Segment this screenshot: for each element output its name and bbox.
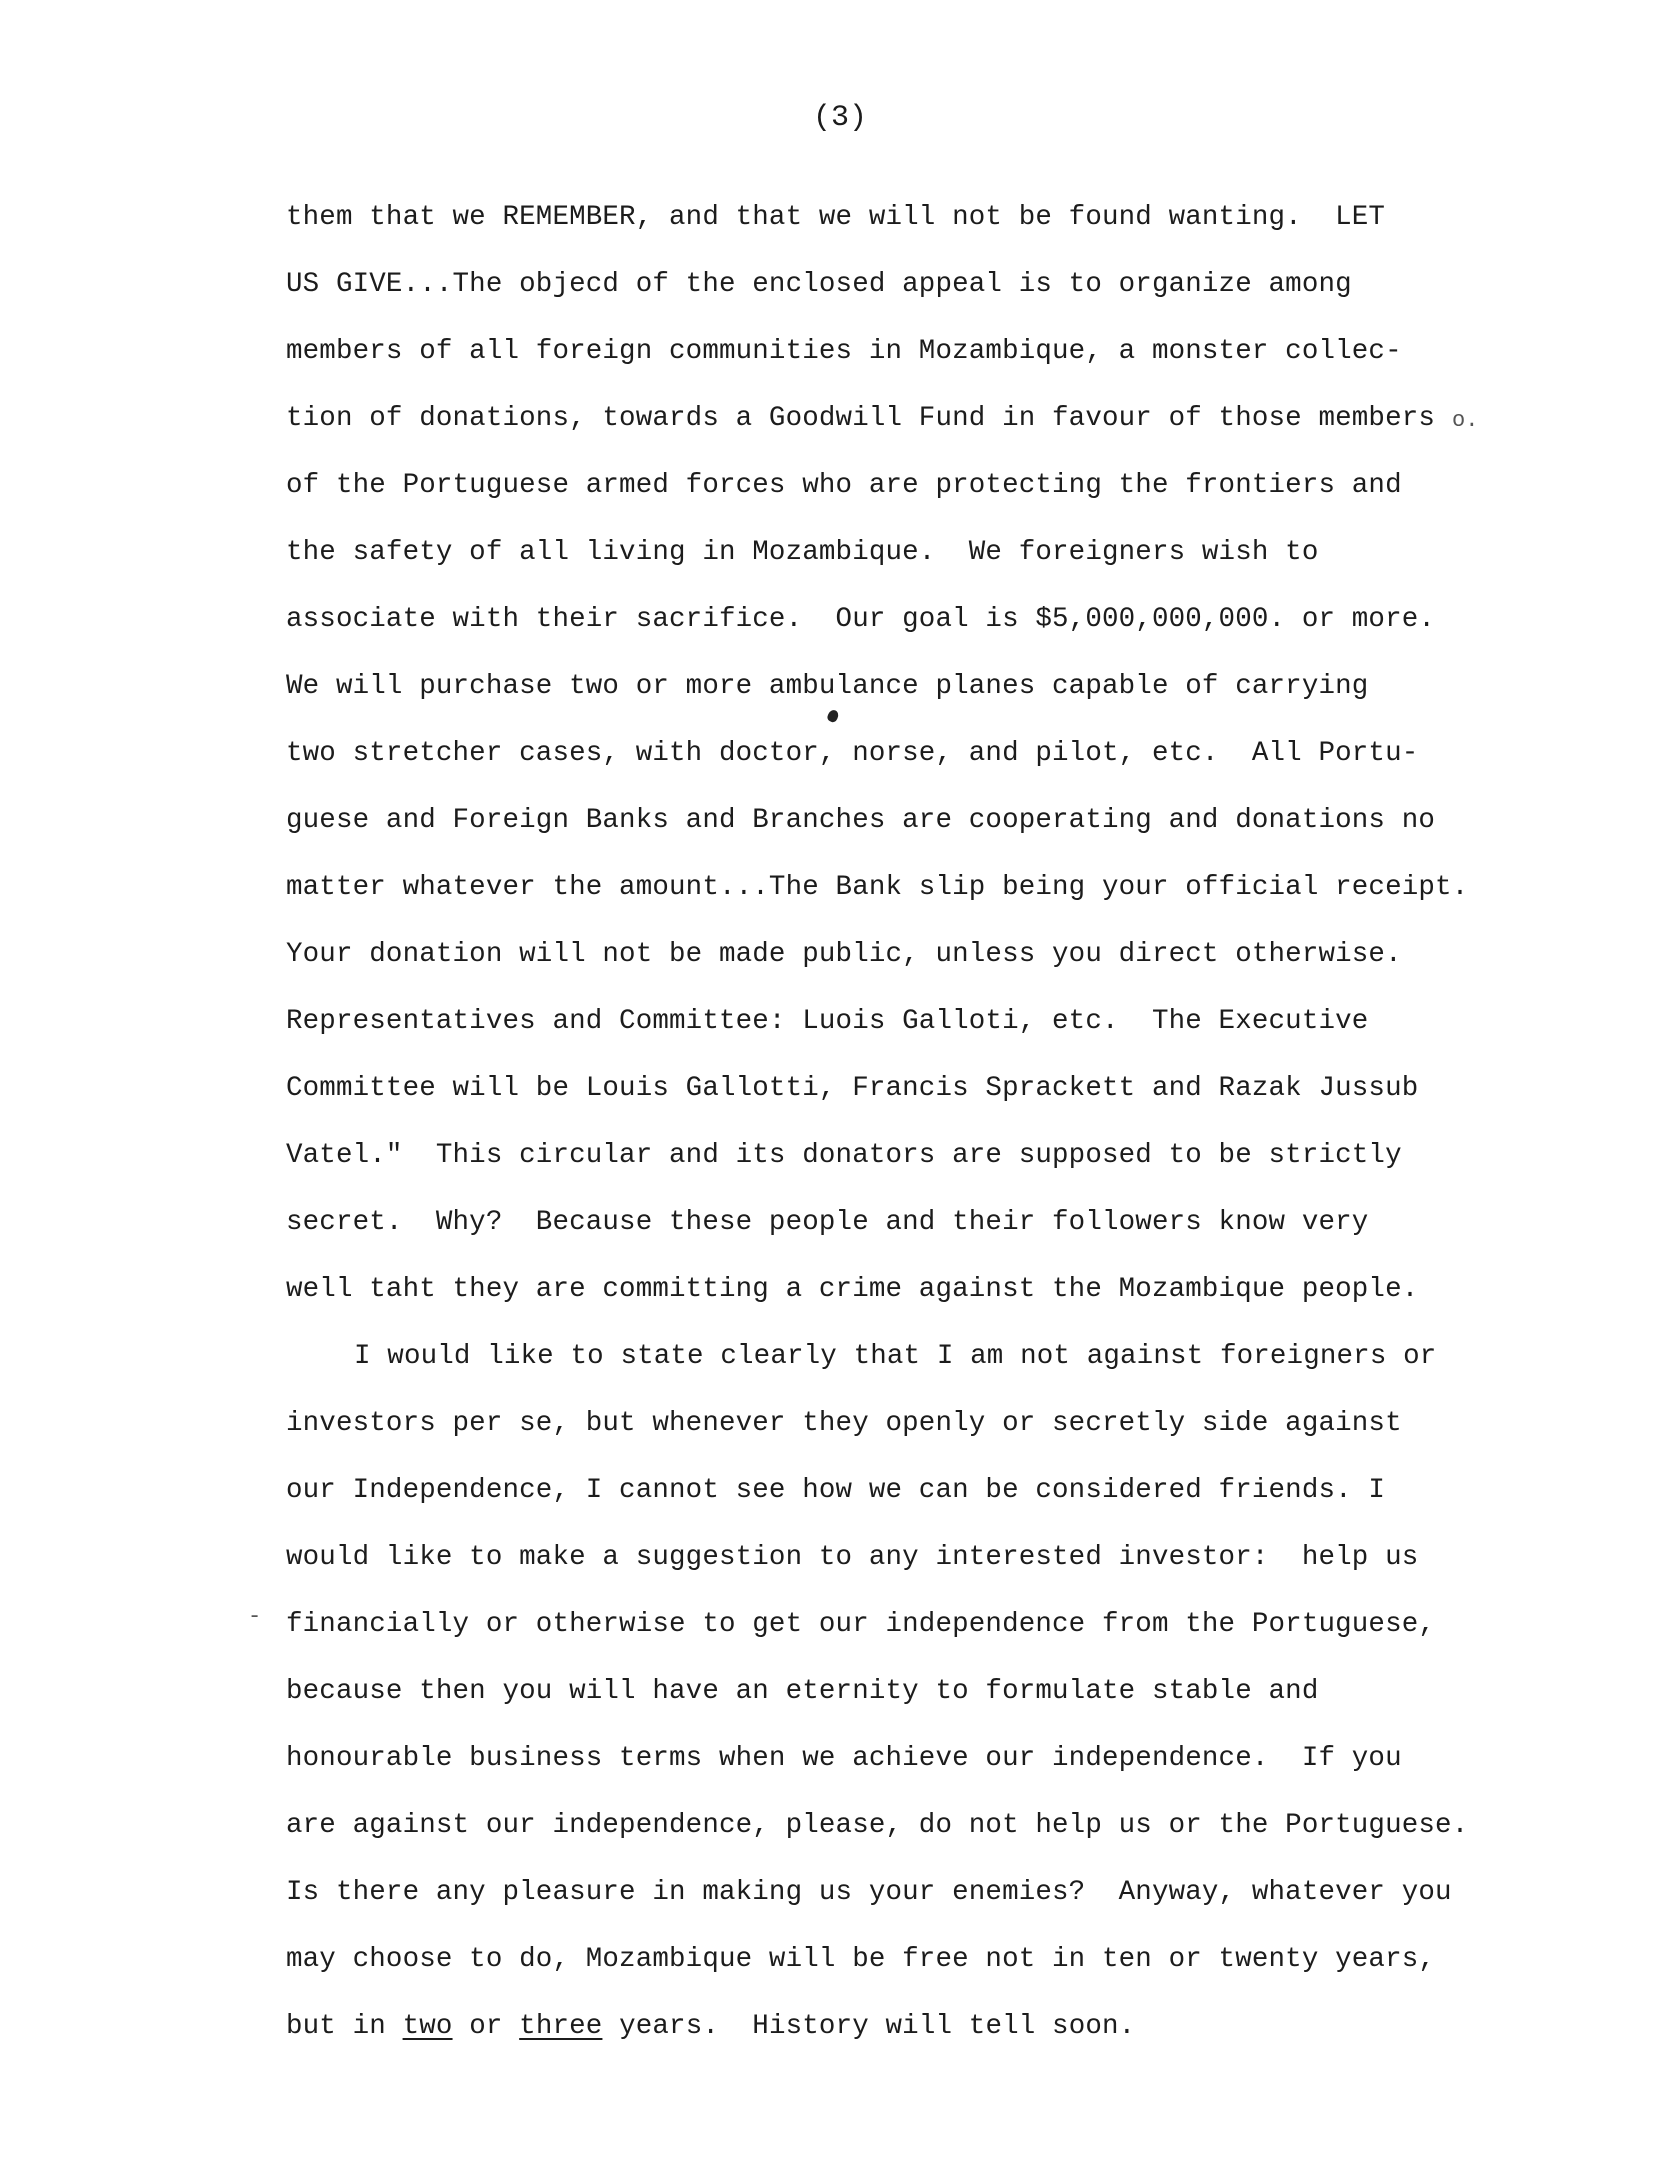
closing-line-middle: or [452,2011,520,2042]
text-line: of the Portuguese armed forces who are protecting the frontiers and [286,470,1402,501]
text-line: honourable business terms when we achieve our independence. If you [286,1743,1402,1774]
underlined-two: two [402,2011,453,2042]
closing-line-start: but in [286,2011,403,2042]
letter-body [286,197,1516,2073]
text-line: associate with their sacrifice. Our goal is $5,000,000,000. or more. [286,604,1436,635]
text-line: financially or otherwise to get our independence from the Portuguese, [286,1609,1436,1640]
text-line: secret. Why? Because these people and their followers know very [286,1207,1369,1238]
text-line: tion of donations, towards a Goodwill Fund in favour of those members [286,403,1436,434]
text-line: guese and Foreign Banks and Branches are cooperating and donations no [286,805,1436,836]
text-line: Representatives and Committee: Luois Galloti, etc. The Executive [286,1006,1369,1037]
underlined-three: three [519,2011,603,2042]
text-line: investors per se, but whenever they openly or secretly side against [286,1408,1402,1439]
page-number: (3) [812,101,867,135]
text-line: Committee will be Louis Gallotti, Francis Sprackett and Razak Jussub [286,1073,1419,1104]
text-line: well taht they are committing a crime against the Mozambique people. [286,1274,1419,1305]
text-line: US GIVE...The objecd of the enclosed appeal is to organize among [286,269,1352,300]
text-line: I would like to state clearly that I am not against foreigners or [354,1341,1437,1372]
text-line: We will purchase two or more ambulance planes capable of carrying [286,671,1369,702]
paragraph-1 [286,197,1516,1336]
closing-line-end: years. History will tell soon. [602,2011,1136,2042]
closing-line [286,2006,1516,2073]
text-line: Vatel." This circular and its donators are supposed to be strictly [286,1140,1402,1171]
margin-mark-left: - [248,1604,262,1629]
text-line: Your donation will not be made public, unless you direct otherwise. [286,939,1402,970]
text-line: members of all foreign communities in Mozambique, a monster collec- [286,336,1402,367]
margin-mark-right: o. [1452,408,1479,433]
text-line: may choose to do, Mozambique will be free not in ten or twenty years, [286,1944,1436,1975]
text-line: because then you will have an eternity to formulate stable and [286,1676,1319,1707]
text-line: the safety of all living in Mozambique. We foreigners wish to [286,537,1319,568]
text-line: two stretcher cases, with doctor, norse, and pilot, etc. All Portu- [286,738,1419,769]
text-line: them that we REMEMBER, and that we will not be found wanting. LET [286,202,1386,233]
text-line: are against our independence, please, do not help us or the Portuguese. [286,1810,1469,1841]
text-line: Is there any pleasure in making us your enemies? Anyway, whatever you [286,1877,1452,1908]
text-line: matter whatever the amount...The Bank slip being your official receipt. [286,872,1469,903]
text-line: would like to make a suggestion to any interested investor: help us [286,1542,1419,1573]
paragraph-2 [286,1336,1516,2006]
text-line: our Independence, I cannot see how we can be considered friends. I [286,1475,1386,1506]
